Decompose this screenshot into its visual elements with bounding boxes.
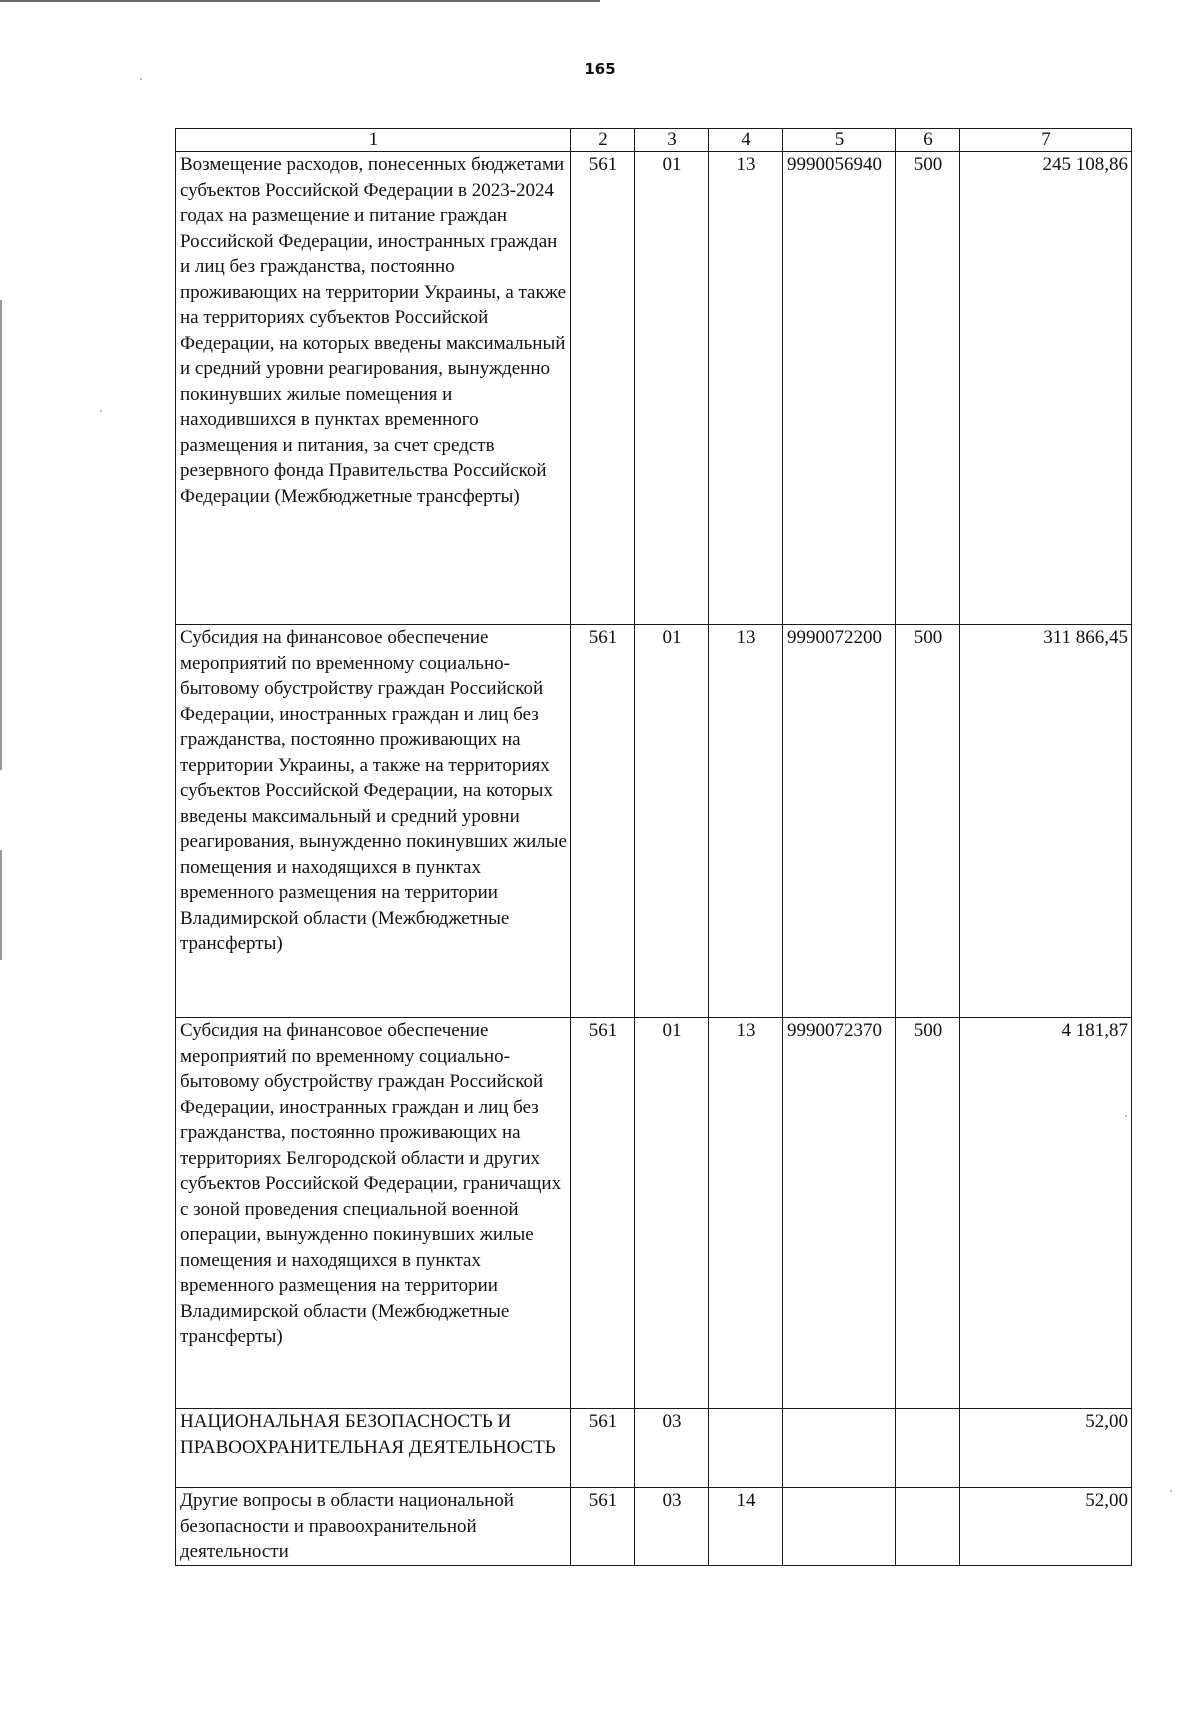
- scan-edge-left: [0, 300, 2, 770]
- row-col-5: 9990072200: [783, 625, 896, 1018]
- table-row: [176, 1409, 1132, 1488]
- row-name: Субсидия на финансовое обеспечение мероприятий по временному социально-бытовому обустройству граждан Российской Федерации, иностранных граждан и лиц без гражданства, постоянно проживающих на территории Украины, а также на территориях субъектов Российской Федерации, на которых введены максимальный и средний уровни реагирования, вынужденно покинувших жилые помещения и находящихся в пунктах временного размещения на территории Владимирской области (Межбюджетные трансферты): [176, 625, 571, 1018]
- row-col-2: 561: [571, 1488, 635, 1566]
- row-col-6: 500: [896, 152, 960, 625]
- row-col-3: 03: [635, 1488, 709, 1566]
- row-name: Субсидия на финансовое обеспечение мероприятий по временному социально-бытовому обустройству граждан Российской Федерации, иностранных граждан и лиц без гражданства, постоянно проживающих на территориях Белгородской области и других субъектов Российской Федерации, граничащих с зоной проведения специальной военной операции, вынужденно покинувших жилые помещения и находящихся в пунктах временного размещения на территории Владимирской области (Межбюджетные трансферты): [176, 1018, 571, 1409]
- header-col-6: 6: [896, 129, 960, 152]
- row-col-3: 01: [635, 625, 709, 1018]
- row-col-5: [783, 1409, 896, 1488]
- row-amount: 4 181,87: [960, 1018, 1132, 1409]
- scan-speck: [1170, 1490, 1172, 1492]
- table-row: [176, 625, 1132, 1018]
- table-row: [176, 1018, 1132, 1409]
- row-col-3: 01: [635, 152, 709, 625]
- row-col-2: 561: [571, 152, 635, 625]
- scan-edge-top: [0, 0, 600, 2]
- scan-edge-left-lower: [0, 850, 2, 960]
- row-col-6: 500: [896, 625, 960, 1018]
- header-col-4: 4: [709, 129, 783, 152]
- row-col-4: [709, 1409, 783, 1488]
- row-name: Возмещение расходов, понесенных бюджетами субъектов Российской Федерации в 2023-2024 годах на размещение и питание граждан Российской Федерации, иностранных граждан и лиц без гражданства, постоянно проживающих на территории Украины, а также на территориях субъектов Российской Федерации, на которых введены максимальный и средний уровни реагирования, вынужденно покинувших жилые помещения и находившихся в пунктах временного размещения и питания, за счет средств резервного фонда Правительства Российской Федерации (Межбюджетные трансферты): [176, 152, 571, 625]
- table-row: [176, 1488, 1132, 1566]
- row-amount: 52,00: [960, 1488, 1132, 1566]
- row-col-6: [896, 1409, 960, 1488]
- page-number: 165: [584, 60, 616, 78]
- row-name: НАЦИОНАЛЬНАЯ БЕЗОПАСНОСТЬ И ПРАВООХРАНИТЕЛЬНАЯ ДЕЯТЕЛЬНОСТЬ: [176, 1409, 571, 1488]
- row-col-5: 9990072370: [783, 1018, 896, 1409]
- row-name: Другие вопросы в области национальной безопасности и правоохранительной деятельности: [176, 1488, 571, 1566]
- header-col-3: 3: [635, 129, 709, 152]
- row-col-4: 13: [709, 625, 783, 1018]
- row-col-6: 500: [896, 1018, 960, 1409]
- header-col-1: 1: [176, 129, 571, 152]
- row-col-4: 13: [709, 1018, 783, 1409]
- scan-speck: [100, 410, 102, 412]
- scan-speck: [140, 78, 142, 80]
- header-col-2: 2: [571, 129, 635, 152]
- budget-table: [175, 128, 1132, 1566]
- row-col-5: 9990056940: [783, 152, 896, 625]
- row-col-5: [783, 1488, 896, 1566]
- row-col-2: 561: [571, 1409, 635, 1488]
- row-col-4: 13: [709, 152, 783, 625]
- row-amount: 245 108,86: [960, 152, 1132, 625]
- row-col-6: [896, 1488, 960, 1566]
- header-col-7: 7: [960, 129, 1132, 152]
- header-row: [176, 129, 1132, 152]
- row-amount: 311 866,45: [960, 625, 1132, 1018]
- row-col-3: 03: [635, 1409, 709, 1488]
- row-col-2: 561: [571, 1018, 635, 1409]
- row-col-2: 561: [571, 625, 635, 1018]
- row-amount: 52,00: [960, 1409, 1132, 1488]
- table-row: [176, 152, 1132, 625]
- row-col-4: 14: [709, 1488, 783, 1566]
- row-col-3: 01: [635, 1018, 709, 1409]
- header-col-5: 5: [783, 129, 896, 152]
